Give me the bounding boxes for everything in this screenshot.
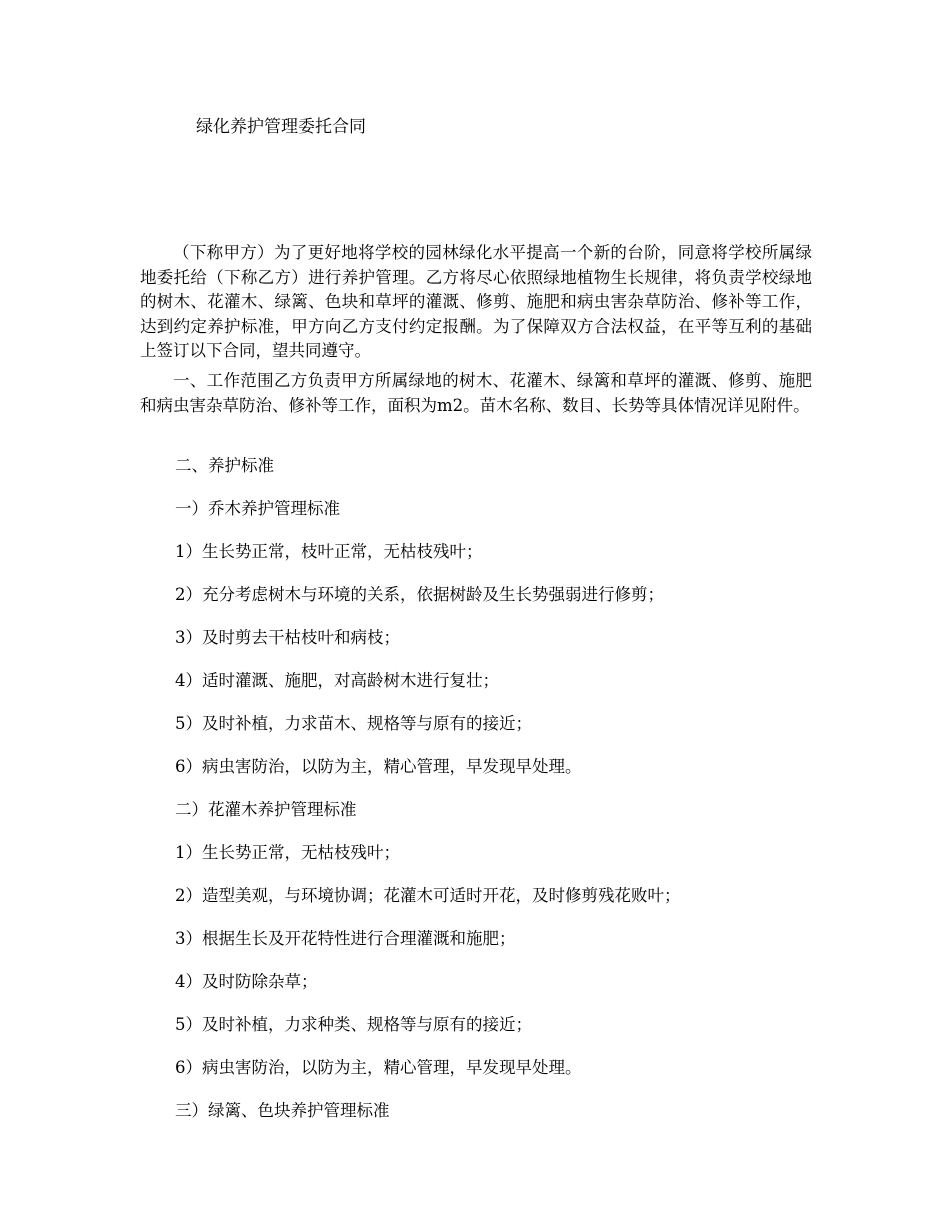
document-title: 绿化养护管理委托合同 <box>196 117 366 137</box>
list-item: 2）充分考虑树木与环境的关系，依据树龄及生长势强弱进行修剪； <box>175 585 664 604</box>
scope-paragraph: 一、工作范围乙方负责甲方所属绿地的树木、花灌木、绿篱和草坪的灌溉、修剪、施肥和病虫害杂草防治、修补等工作，面积为m2。苗木名称、数目、长势等具体情况详见附件。 <box>140 371 812 415</box>
section-heading-maintenance-standards: 二、养护标准 <box>175 456 274 475</box>
list-item: 6）病虫害防治，以防为主，精心管理，早发现早处理。 <box>175 1058 582 1077</box>
list-item: 6）病虫害防治，以防为主，精心管理，早发现早处理。 <box>175 757 582 776</box>
list-item: 5）及时补植，力求苗木、规格等与原有的接近； <box>175 714 532 733</box>
subheading-shrub-standards: 二）花灌木养护管理标准 <box>175 800 357 819</box>
list-item: 3）及时剪去干枯枝叶和病枝； <box>175 628 400 647</box>
subheading-tree-standards: 一）乔木养护管理标准 <box>175 499 340 518</box>
list-item: 4）适时灌溉、施肥，对高龄树木进行复壮； <box>175 671 499 690</box>
list-item: 5）及时补植，力求种类、规格等与原有的接近； <box>175 1015 532 1034</box>
list-item: 1）生长势正常，枝叶正常，无枯枝残叶； <box>175 542 483 561</box>
list-item: 1）生长势正常，无枯枝残叶； <box>175 843 400 862</box>
intro-paragraph: （下称甲方）为了更好地将学校的园林绿化水平提高一个新的台阶，同意将学校所属绿地委托给（下称乙方）进行养护管理。乙方将尽心依照绿地植物生长规律，将负责学校绿地的树木、花灌木、绿篱、色块和草坪的灌溉、修剪、施肥和病虫害杂草防治、修补等工作，达到约定养护标准，甲方向乙方支付约定报酬。为了保障双方合法权益，在平等互利的基础上签订以下合同，望共同遵守。 <box>140 243 812 360</box>
list-item: 3）根据生长及开花特性进行合理灌溉和施肥； <box>175 929 516 948</box>
list-item: 4）及时防除杂草； <box>175 972 318 991</box>
list-item: 2）造型美观，与环境协调；花灌木可适时开花，及时修剪残花败叶； <box>175 886 681 905</box>
subheading-hedge-standards: 三）绿篱、色块养护管理标准 <box>175 1101 390 1120</box>
